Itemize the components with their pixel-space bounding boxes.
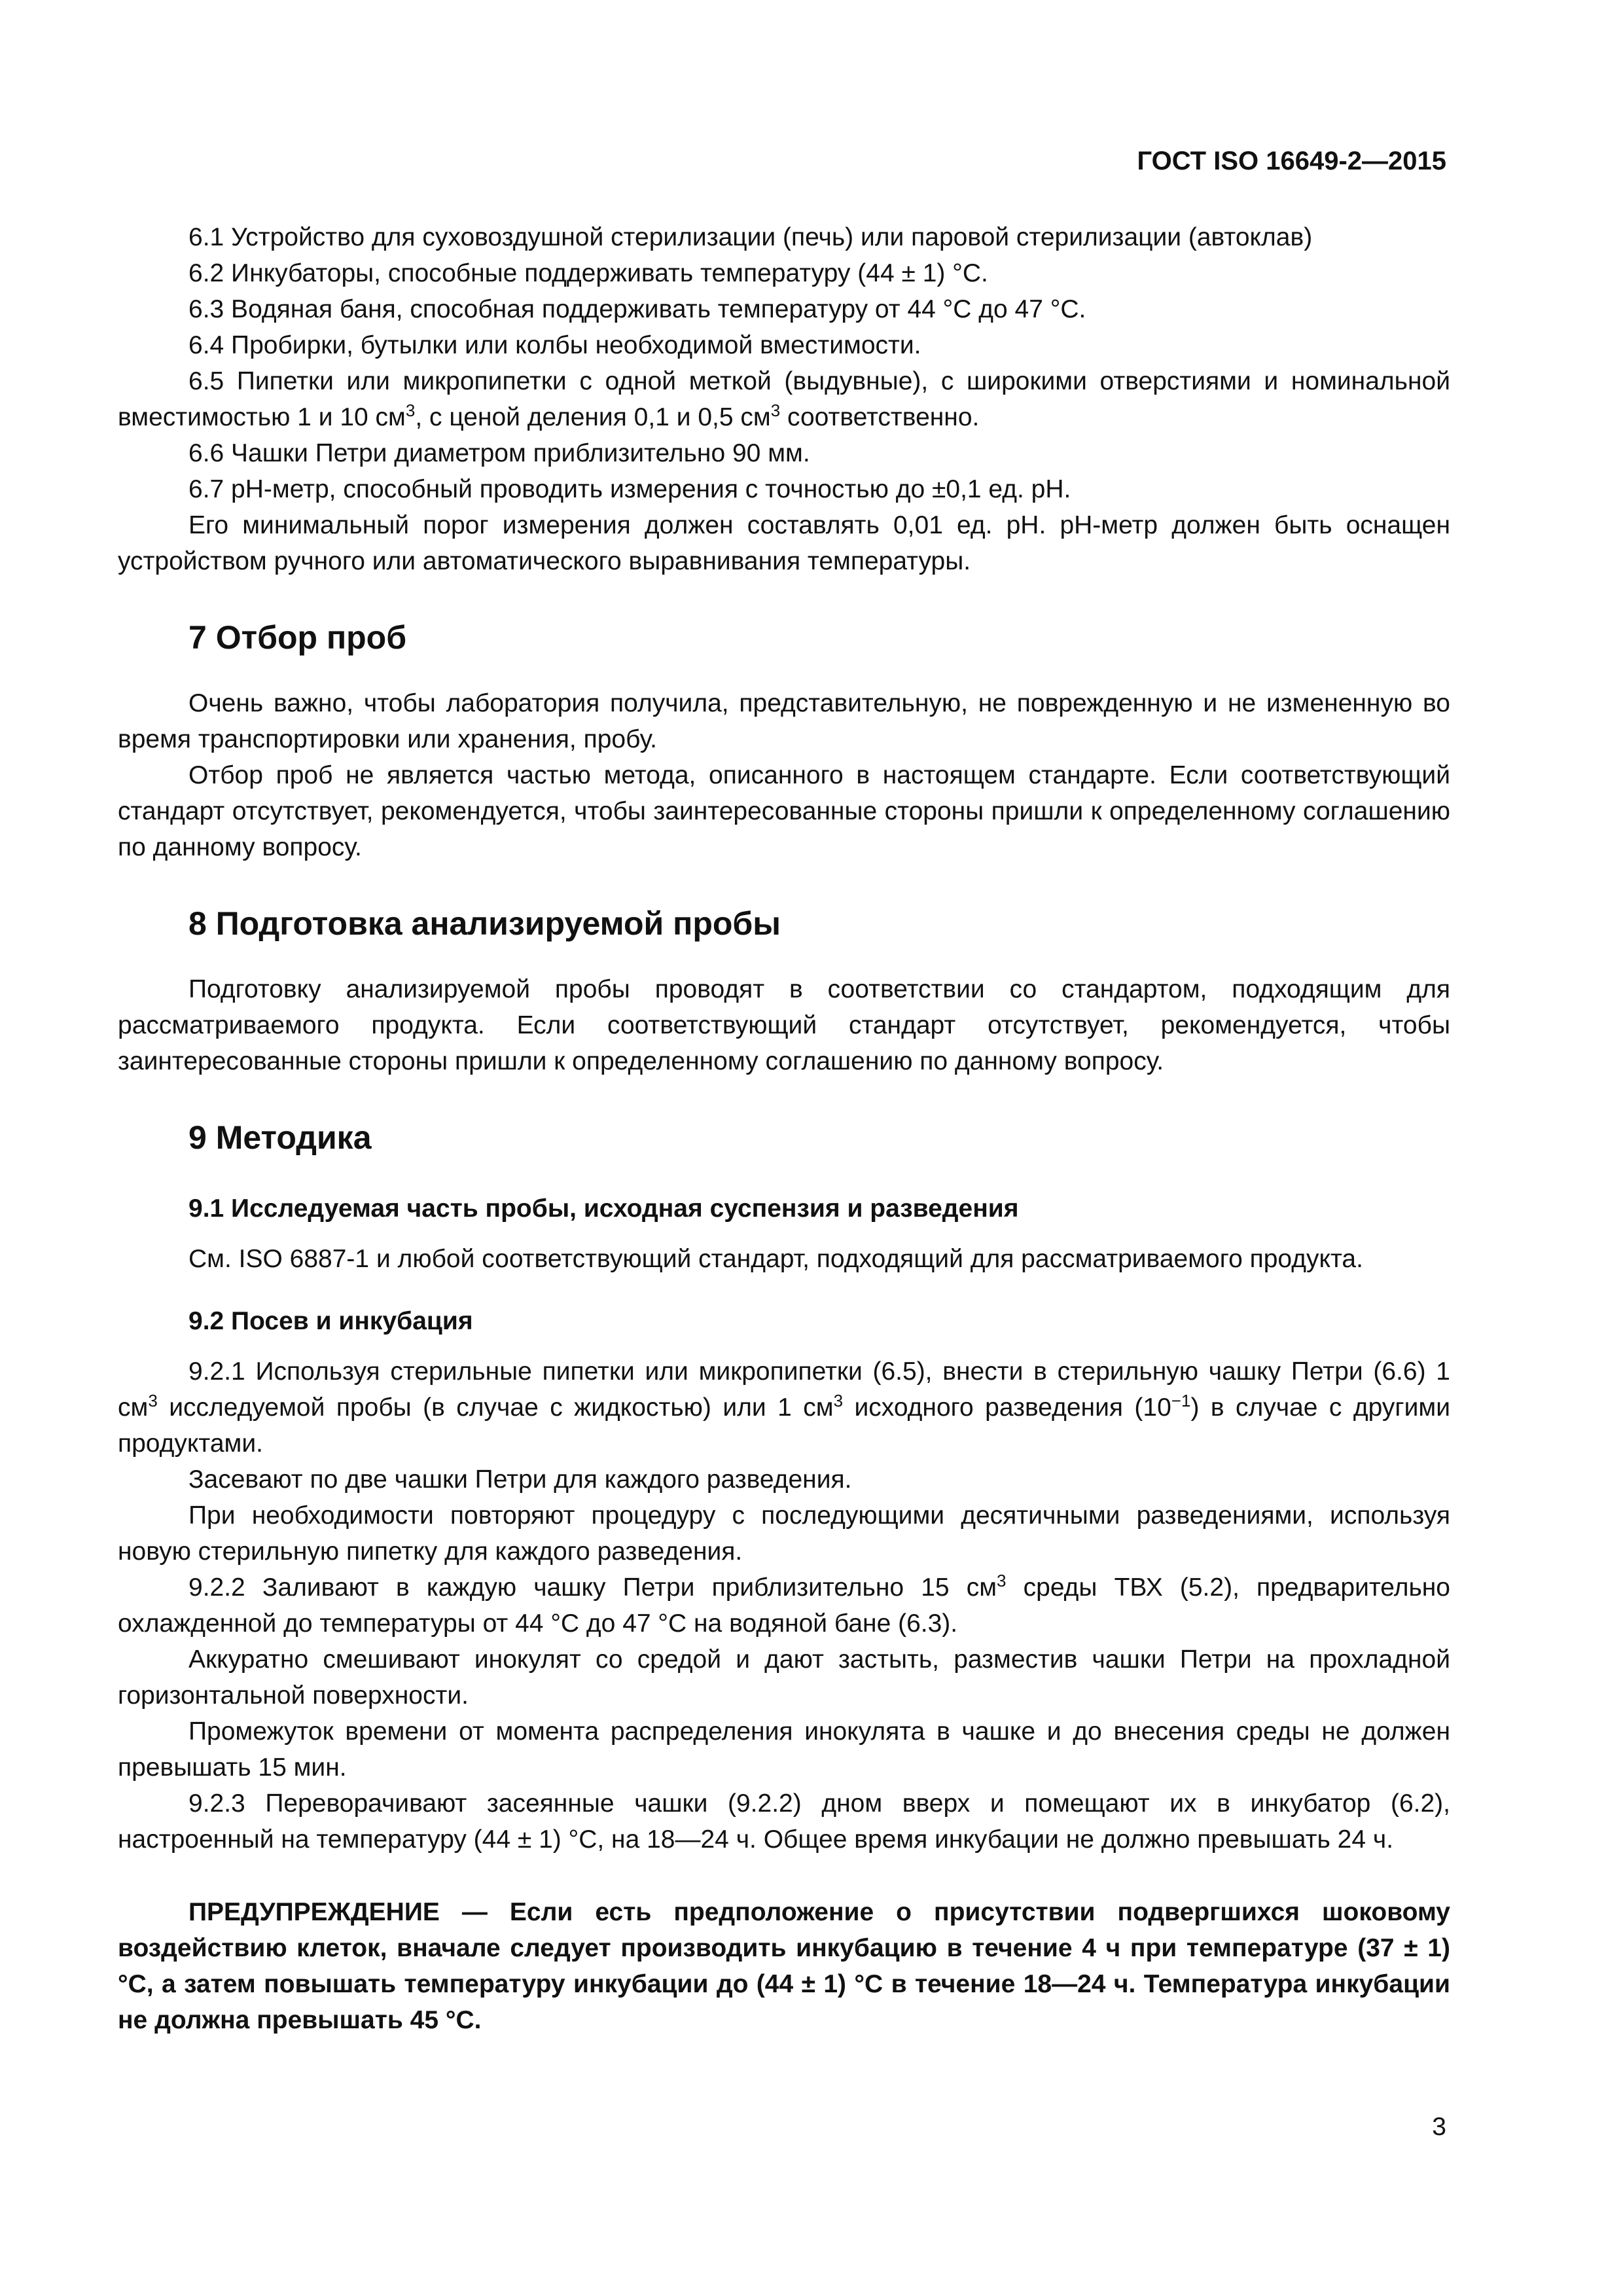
item-6-2: 6.2 Инкубаторы, способные поддерживать температуру (44 ± 1) °С. <box>188 259 988 287</box>
item-6-5-text-1: 6.5 Пипетки или микропипетки с одной меткой (выдувные), с широкими отверстиями и номинальной вместимостью 1 и 10 см <box>118 367 1450 431</box>
item-6-4: 6.4 Пробирки, бутылки или колбы необходимой вместимости. <box>188 331 921 359</box>
section-7-heading: 7 Отбор проб <box>188 619 407 656</box>
subsection-9-2-heading: 9.2 Посев и инкубация <box>188 1307 473 1335</box>
superscript: −1 <box>1171 1391 1191 1410</box>
item-6-5 <box>118 363 1450 435</box>
paragraph: Засевают по две чашки Петри для каждого разведения. <box>188 1465 852 1494</box>
item-9-2-3: 9.2.3 Переворачивают засеянные чашки (9.2.2) дном вверх и помещают их в инкубатор (6.2), настроенный на температуру (44 ± 1) °С, на 18—24 ч. Общее время инкубации не должно превышать 24 ч. <box>118 1789 1450 1854</box>
superscript: 3 <box>833 1391 844 1410</box>
superscript: 3 <box>997 1571 1007 1590</box>
item-9-2-2 <box>118 1570 1450 1641</box>
item-6-5-text-3: соответственно. <box>780 403 980 431</box>
item-6-7-note: Его минимальный порог измерения должен составлять 0,01 ед. рН. pH-метр должен быть оснащен устройством ручного или автоматического выравнивания температуры. <box>118 511 1450 575</box>
item-9-2-1 <box>118 1354 1450 1462</box>
superscript: 3 <box>405 401 416 420</box>
item-6-6: 6.6 Чашки Петри диаметром приблизительно 90 мм. <box>188 439 810 467</box>
page-content <box>118 219 1450 2038</box>
item-9-2-1-text-4: ) в случае с другими продуктами. <box>118 1393 1450 1458</box>
item-9-2-1-text-3: исходного разведения (10 <box>843 1393 1171 1422</box>
paragraph: Промежуток времени от момента распределения инокулята в чашке и до внесения среды не должен превышать 15 мин. <box>118 1717 1450 1782</box>
section-7-paragraph: Отбор проб не является частью метода, описанного в настоящем стандарте. Если соответствующий стандарт отсутствует, рекомендуется, чтобы заинтересованные стороны пришли к определенному соглашению по данному вопросу. <box>118 761 1450 861</box>
page-number: 3 <box>1432 2113 1446 2141</box>
item-9-2-2-text-1: 9.2.2 Заливают в каждую чашку Петри приблизительно 15 см <box>188 1573 997 1602</box>
subsection-9-1-text: См. ISO 6887-1 и любой соответствующий стандарт, подходящий для рассматриваемого продукта. <box>188 1245 1363 1273</box>
item-6-3: 6.3 Водяная баня, способная поддерживать температуру от 44 °С до 47 °С. <box>188 295 1086 323</box>
subsection-9-1-heading: 9.1 Исследуемая часть пробы, исходная суспензия и разведения <box>188 1194 1019 1223</box>
item-9-2-1-text-1: 9.2.1 Используя стерильные пипетки или микропипетки (6.5), внести в стерильную чашку Петри (6.6) 1 см <box>118 1357 1450 1422</box>
section-9-heading: 9 Методика <box>188 1119 372 1156</box>
item-6-1: 6.1 Устройство для суховоздушной стерилизации (печь) или паровой стерилизации (автоклав) <box>188 223 1313 251</box>
item-6-7: 6.7 pH-метр, способный проводить измерения с точностью до ±0,1 ед. рН. <box>188 475 1071 503</box>
section-7-paragraph: Очень важно, чтобы лаборатория получила, представительную, не поврежденную и не измененную во время транспортировки или хранения, пробу. <box>118 689 1450 753</box>
item-9-2-2-text-2: среды ТВХ (5.2), предварительно охлажденной до температуры от 44 °С до 47 °С на водяной бане (6.3). <box>118 1573 1451 1638</box>
paragraph: При необходимости повторяют процедуру с последующими десятичными разведениями, используя новую стерильную пипетку для каждого разведения. <box>118 1501 1450 1566</box>
item-6-5-text-2: , с ценой деления 0,1 и 0,5 см <box>415 403 771 431</box>
superscript: 3 <box>770 401 781 420</box>
section-8-heading: 8 Подготовка анализируемой пробы <box>188 905 781 942</box>
section-8-paragraph: Подготовку анализируемой пробы проводят в соответствии со стандартом, подходящим для рассматриваемого продукта. Если соответствующий стандарт отсутствует, рекомендуется, чтобы заинтересованные стороны пришли к определенному соглашению по данному вопросу. <box>118 975 1450 1075</box>
paragraph: Аккуратно смешивают инокулят со средой и дают застыть, разместив чашки Петри на прохладной горизонтальной поверхности. <box>118 1645 1450 1710</box>
superscript: 3 <box>148 1391 158 1410</box>
item-9-2-1-text-2: исследуемой пробы (в случае с жидкостью) или 1 см <box>157 1393 834 1422</box>
warning-paragraph: ПРЕДУПРЕЖДЕНИЕ — Если есть предположение о присутствии подвергшихся шоковому воздействию клеток, вначале следует производить инкубацию в течение 4 ч при температуре (37 ± 1) °С, а затем повышать температуру инкубации до (44 ± 1) °С в течение 18—24 ч. Температура инкубации не должна превышать 45 °С. <box>118 1898 1450 2034</box>
document-id-header: ГОСТ ISO 16649-2—2015 <box>1137 147 1446 175</box>
